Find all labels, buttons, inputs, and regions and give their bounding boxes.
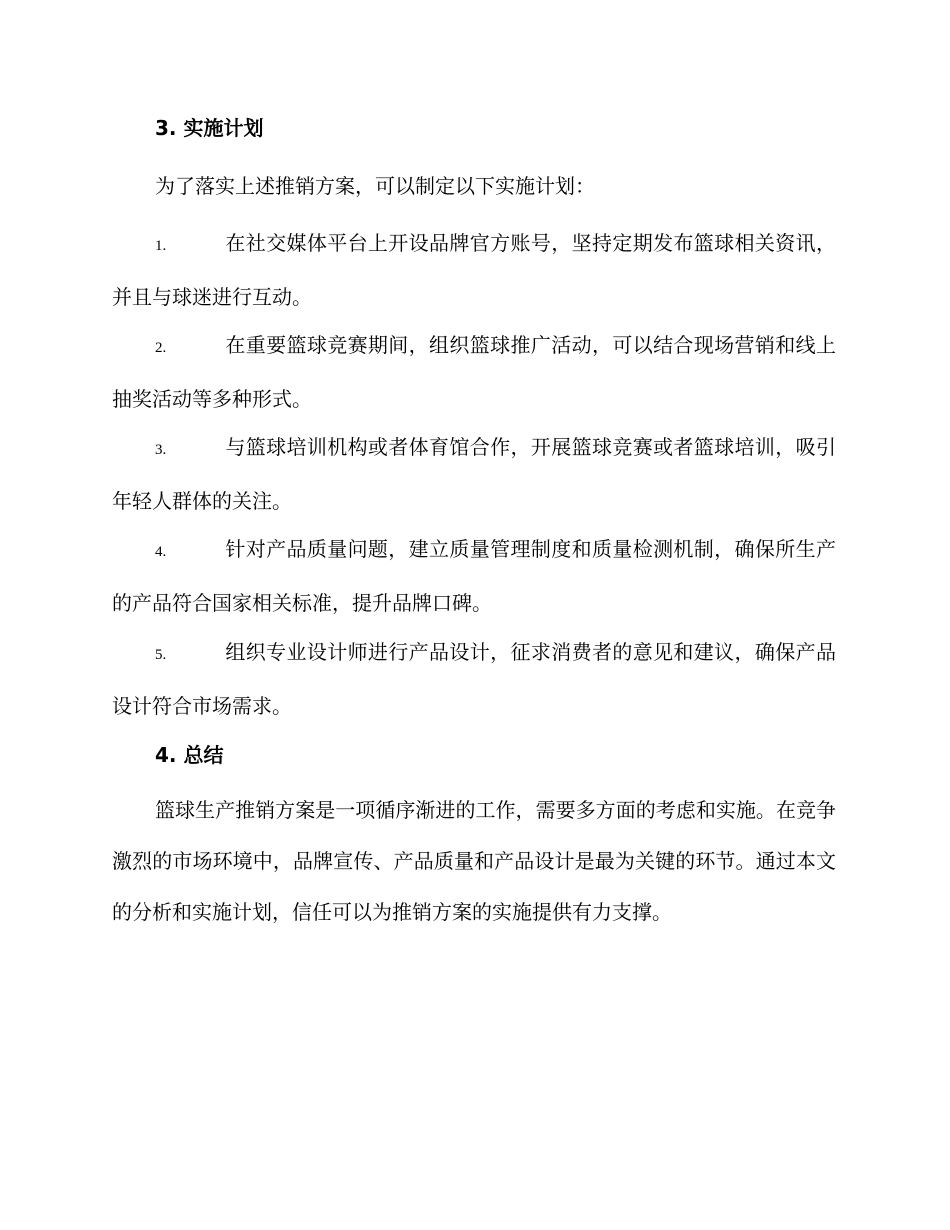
list-item (112, 627, 836, 732)
section-heading-implementation-plan: 3. 实施计划 (155, 116, 264, 140)
list-item-number: 5. (155, 647, 167, 663)
list-item-number: 1. (155, 238, 167, 254)
list-item (112, 320, 836, 425)
list-item-text: 在社交媒体平台上开设品牌官方账号，坚持定期发布篮球相关资讯，并且与球迷进行互动。 (112, 231, 836, 309)
list-item-text: 与篮球培训机构或者体育馆合作，开展篮球竞赛或者篮球培训，吸引年轻人群体的关注。 (112, 435, 836, 513)
list-item-number: 4. (155, 544, 167, 560)
list-item-number: 3. (155, 442, 167, 458)
list-item-text: 在重要篮球竞赛期间，组织篮球推广活动，可以结合现场营销和线上抽奖活动等多种形式。 (112, 333, 836, 411)
list-item (112, 422, 836, 527)
summary-paragraph: 篮球生产推销方案是一项循序渐进的工作，需要多方面的考虑和实施。在竞争激烈的市场环境中，品牌宣传、产品质量和产品设计是最为关键的环节。通过本文的分析和实施计划，信任可以为推销方案的实施提供有力支撑。 (112, 798, 836, 924)
list-item-text: 针对产品质量问题，建立质量管理制度和质量检测机制，确保所生产的产品符合国家相关标准，提升品牌口碑。 (112, 537, 836, 615)
list-item-text: 组织专业设计师进行产品设计，征求消费者的意见和建议，确保产品设计符合市场需求。 (112, 640, 836, 718)
intro-paragraph: 为了落实上述推销方案，可以制定以下实施计划： (155, 174, 595, 198)
list-item (112, 218, 836, 323)
list-item (112, 524, 836, 629)
section-heading-summary: 4. 总结 (155, 743, 224, 767)
list-item-number: 2. (155, 340, 167, 356)
